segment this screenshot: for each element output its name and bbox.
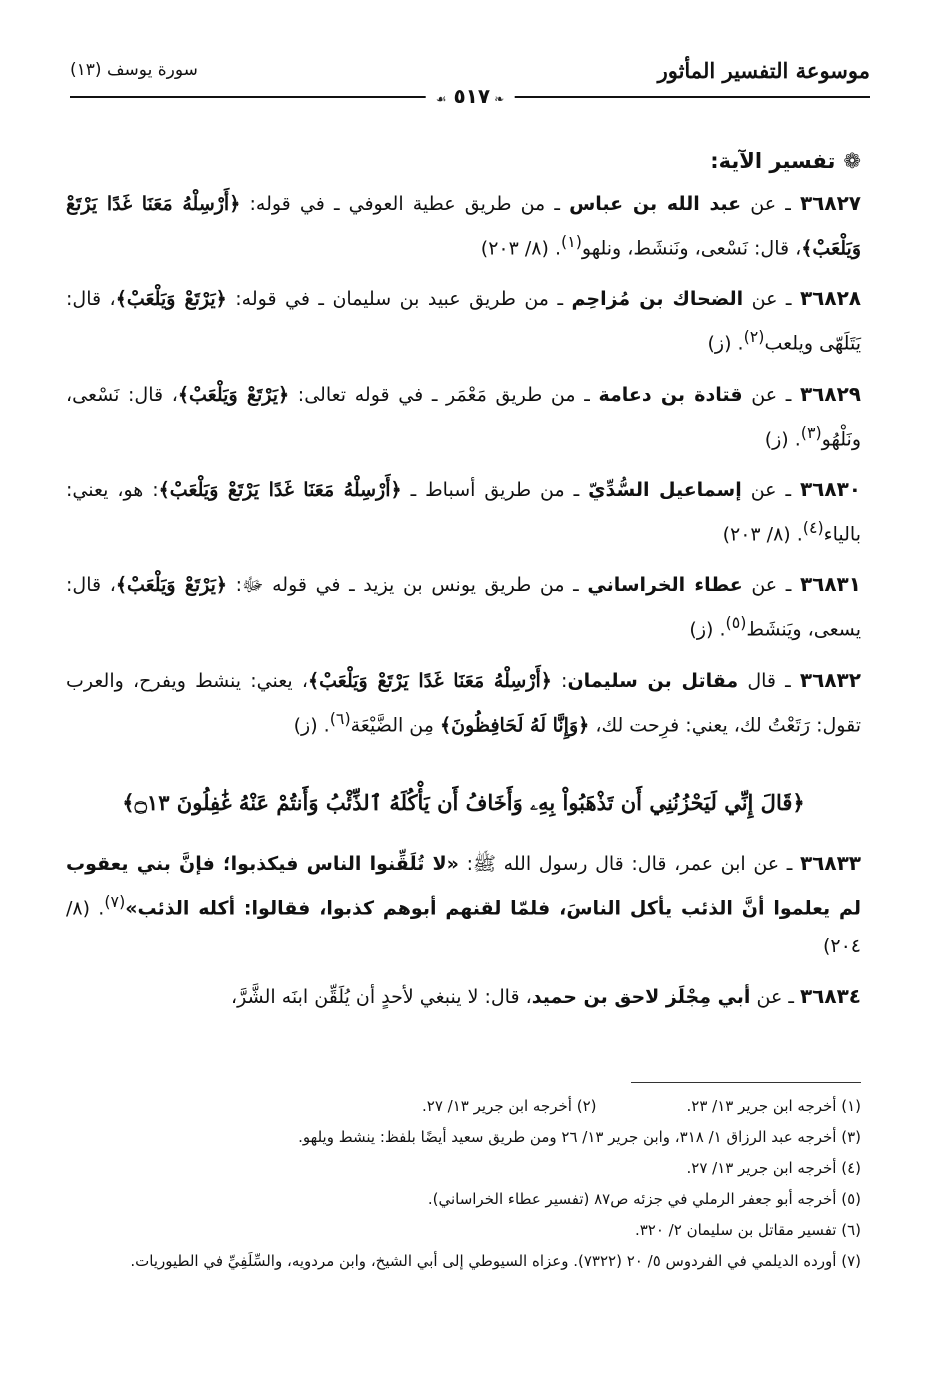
footnote-ref: (٤) [802, 517, 824, 537]
entry-text: ، قال: نَسْعى، ونَنشَط، ونلهو [581, 237, 802, 260]
narrator: مقاتل بن سليمان [567, 669, 739, 692]
entry-number: ٣٦٨٣١ [799, 572, 861, 597]
entry [66, 977, 861, 1016]
main-text [66, 142, 861, 1028]
footnote-ref: (٥) [725, 613, 747, 633]
entry-text: مِن الضَّيْعَة [350, 713, 440, 736]
entry-ref: . (٨/ ٢٠٤) [66, 897, 861, 958]
entry-ref: . (ز) [689, 618, 726, 641]
entry-text: ـ قال [738, 669, 800, 692]
entry-text: ، قال: يَتَلَهّى ويلعب [66, 288, 861, 355]
footnote-rule [631, 1082, 861, 1083]
quran-quote: ﴿أَرْسِلْهُ مَعَنَا غَدًا يَرْتَعْ وَيَلْعَبْ﴾ [66, 193, 861, 260]
quran-quote: ﴿وَإِنَّا لَهُ لَحَافِظُونَ﴾ [439, 713, 590, 736]
entry-text: : هو، يعني: بالياء [66, 478, 861, 546]
narrator: إسماعيل السُّدِّيّ [588, 478, 742, 501]
entry [66, 565, 861, 648]
entry-text: ، يعني: ينشط ويفرح، والعرب تقول: رَتَعْتُ لك، يعني: فرِحت لك، [66, 669, 861, 736]
entry-text: ـ عن [742, 574, 800, 597]
entry-ref: . (٨/ ٢٠٣) [722, 523, 803, 546]
footnote-ref: (٦) [329, 708, 351, 728]
entry-number: ٣٦٨٣٣ [799, 850, 861, 875]
surah-label: سورة يوسف (١٣) [70, 60, 198, 80]
narrator: عبد الله بن عباس [569, 193, 742, 215]
page-number [426, 84, 515, 108]
quran-quote: ﴿يَرْتَعْ وَيَلْعَبْ﴾ [115, 574, 228, 597]
entry-text: ـ من طريق عبيد بن سليمان ـ في قوله: [226, 288, 572, 311]
page-header [70, 58, 870, 108]
flower-icon: ❁ [843, 149, 861, 173]
footnote: (٦) تفسير مقاتل بن سليمان ٢/ ٣٢٠. [634, 1221, 861, 1239]
narrator: عطاء الخراساني [587, 574, 743, 597]
footnote-ref: (١) [561, 232, 582, 251]
quran-quote: ﴿يَرْتَعْ وَيَلْعَبْ﴾ [177, 383, 290, 406]
footnote: (١) أخرجه ابن جرير ١٣/ ٢٣. [686, 1097, 861, 1115]
narrator: قتادة بن دعامة [598, 383, 743, 406]
entry-number: ٣٦٨٢٨ [799, 286, 861, 311]
entry [66, 844, 861, 965]
entry-number: ٣٦٨٢٧ [799, 191, 861, 215]
entry-text: ـ من طريق يونس بن يزيد ـ في قوله ﷻ: [227, 574, 588, 597]
entry-text: ـ عن [741, 478, 800, 501]
entry-text: ـ عن [750, 986, 800, 1009]
footnote-ref: (٧) [104, 891, 126, 911]
entry-text: ، قال: يسعى، ويَنشَط [66, 574, 861, 641]
entry [66, 375, 861, 458]
entry-ref: . (ز) [764, 427, 801, 450]
footnote: (٣) أخرجه عبد الرزاق ١/ ٣١٨، وابن جرير ١٣/ ٢٦ ومن طريق سعيد أيضًا بلفظ: ينشط ويلهو. [298, 1128, 861, 1146]
quran-quote: ﴿يَرْتَعْ وَيَلْعَبْ﴾ [115, 288, 227, 311]
entry-ref: . (ز) [707, 332, 744, 355]
entry-text: ـ عن [742, 383, 800, 406]
hadith-text: «لا تُلَقِّنوا الناس فيكذبوا؛ فإنَّ بني يعقوب لم يعلموا أنَّ الذئب يأكل الناسَ، فلمّا لقنهم أبوهم كذبوا، فقالوا: أكله الذئب» [66, 852, 861, 920]
entry [66, 184, 861, 267]
footnote: (٢) أخرجه ابن جرير ١٣/ ٢٧. [422, 1097, 597, 1115]
footnote-row [66, 1091, 861, 1122]
ornament-icon: ❧ [490, 92, 505, 106]
entry-number: ٣٦٨٣٠ [799, 476, 861, 501]
entry-text: ـ من طريق أسباط ـ [401, 478, 589, 501]
footnote: (٧) أورده الديلمي في الفردوس ٥/ ٢٠ (٧٣٢٢). وعزاه السيوطي إلى أبي الشيخ، وابن مردويه، والسِّلَفِيِّ في الطيوريات. [130, 1252, 861, 1270]
book-title: موسوعة التفسير المأثور [657, 58, 870, 83]
entry-text: ـ عن [741, 193, 800, 215]
entry-number: ٣٦٨٣٤ [799, 984, 861, 1009]
entry [66, 279, 861, 362]
entry-ref: . (٨/ ٢٠٣) [480, 237, 561, 260]
quran-verse: ﴿قَالَ إِنِّي لَيَحْزُنُنِي أَن تَذْهَبُواْ بِهِۦ وَأَخَافُ أَن يَأْكُلَهُ ٱلذِّئْبُ وَأَنتُمْ عَنْهُ غَٰفِلُونَ ۝١٣﴾ [122, 789, 805, 815]
entry-ref: . (ز) [293, 713, 330, 736]
entry-text: ـ عن ابن عمر، قال: قال رسول الله ﷺ: [458, 852, 800, 875]
section-title-text: تفسير الآية: [710, 149, 836, 173]
entry-text: : [551, 669, 568, 692]
footnote: (٤) أخرجه ابن جرير ١٣/ ٢٧. [686, 1159, 861, 1177]
section-title [66, 142, 861, 180]
entry-number: ٣٦٨٢٩ [799, 381, 861, 406]
narrator: أبي مِجْلَز لاحق بن حميد [531, 986, 751, 1009]
entry-text: ـ عن [743, 288, 800, 311]
entry-text: ، قال: نَسْعى، ونَلْهُو [66, 383, 861, 450]
entry [66, 661, 861, 744]
entry-text: ، قال: لا ينبغي لأحدٍ أن يُلَقِّن ابنَه الشَّرَّ، [231, 986, 532, 1009]
footnote: (٥) أخرجه أبو جعفر الرملي في جزئه ص٨٧ (تفسير عطاء الخراساني). [427, 1190, 861, 1208]
narrator: الضحاك بن مُزاحِم [571, 288, 744, 311]
footnote-ref: (٣) [800, 422, 822, 442]
quran-quote: ﴿أَرْسِلْهُ مَعَنَا غَدًا يَرْتَعْ وَيَلْعَبْ﴾ [307, 669, 552, 692]
entry-text: ـ من طريق مَعْمَر ـ في قوله تعالى: [289, 383, 599, 406]
page-number-value: ٥١٧ [453, 84, 491, 108]
entry [66, 470, 861, 553]
footnote-ref: (٢) [743, 327, 765, 347]
quran-quote: ﴿أَرْسِلْهُ مَعَنَا غَدًا يَرْتَعْ وَيَلْعَبْ﴾ [158, 478, 402, 501]
entry-number: ٣٦٨٣٢ [799, 667, 861, 692]
entry-text: ـ من طريق عطية العوفي ـ في قوله: [240, 193, 570, 215]
footnotes [66, 1082, 861, 1277]
ornament-icon: ☙ [435, 92, 447, 106]
